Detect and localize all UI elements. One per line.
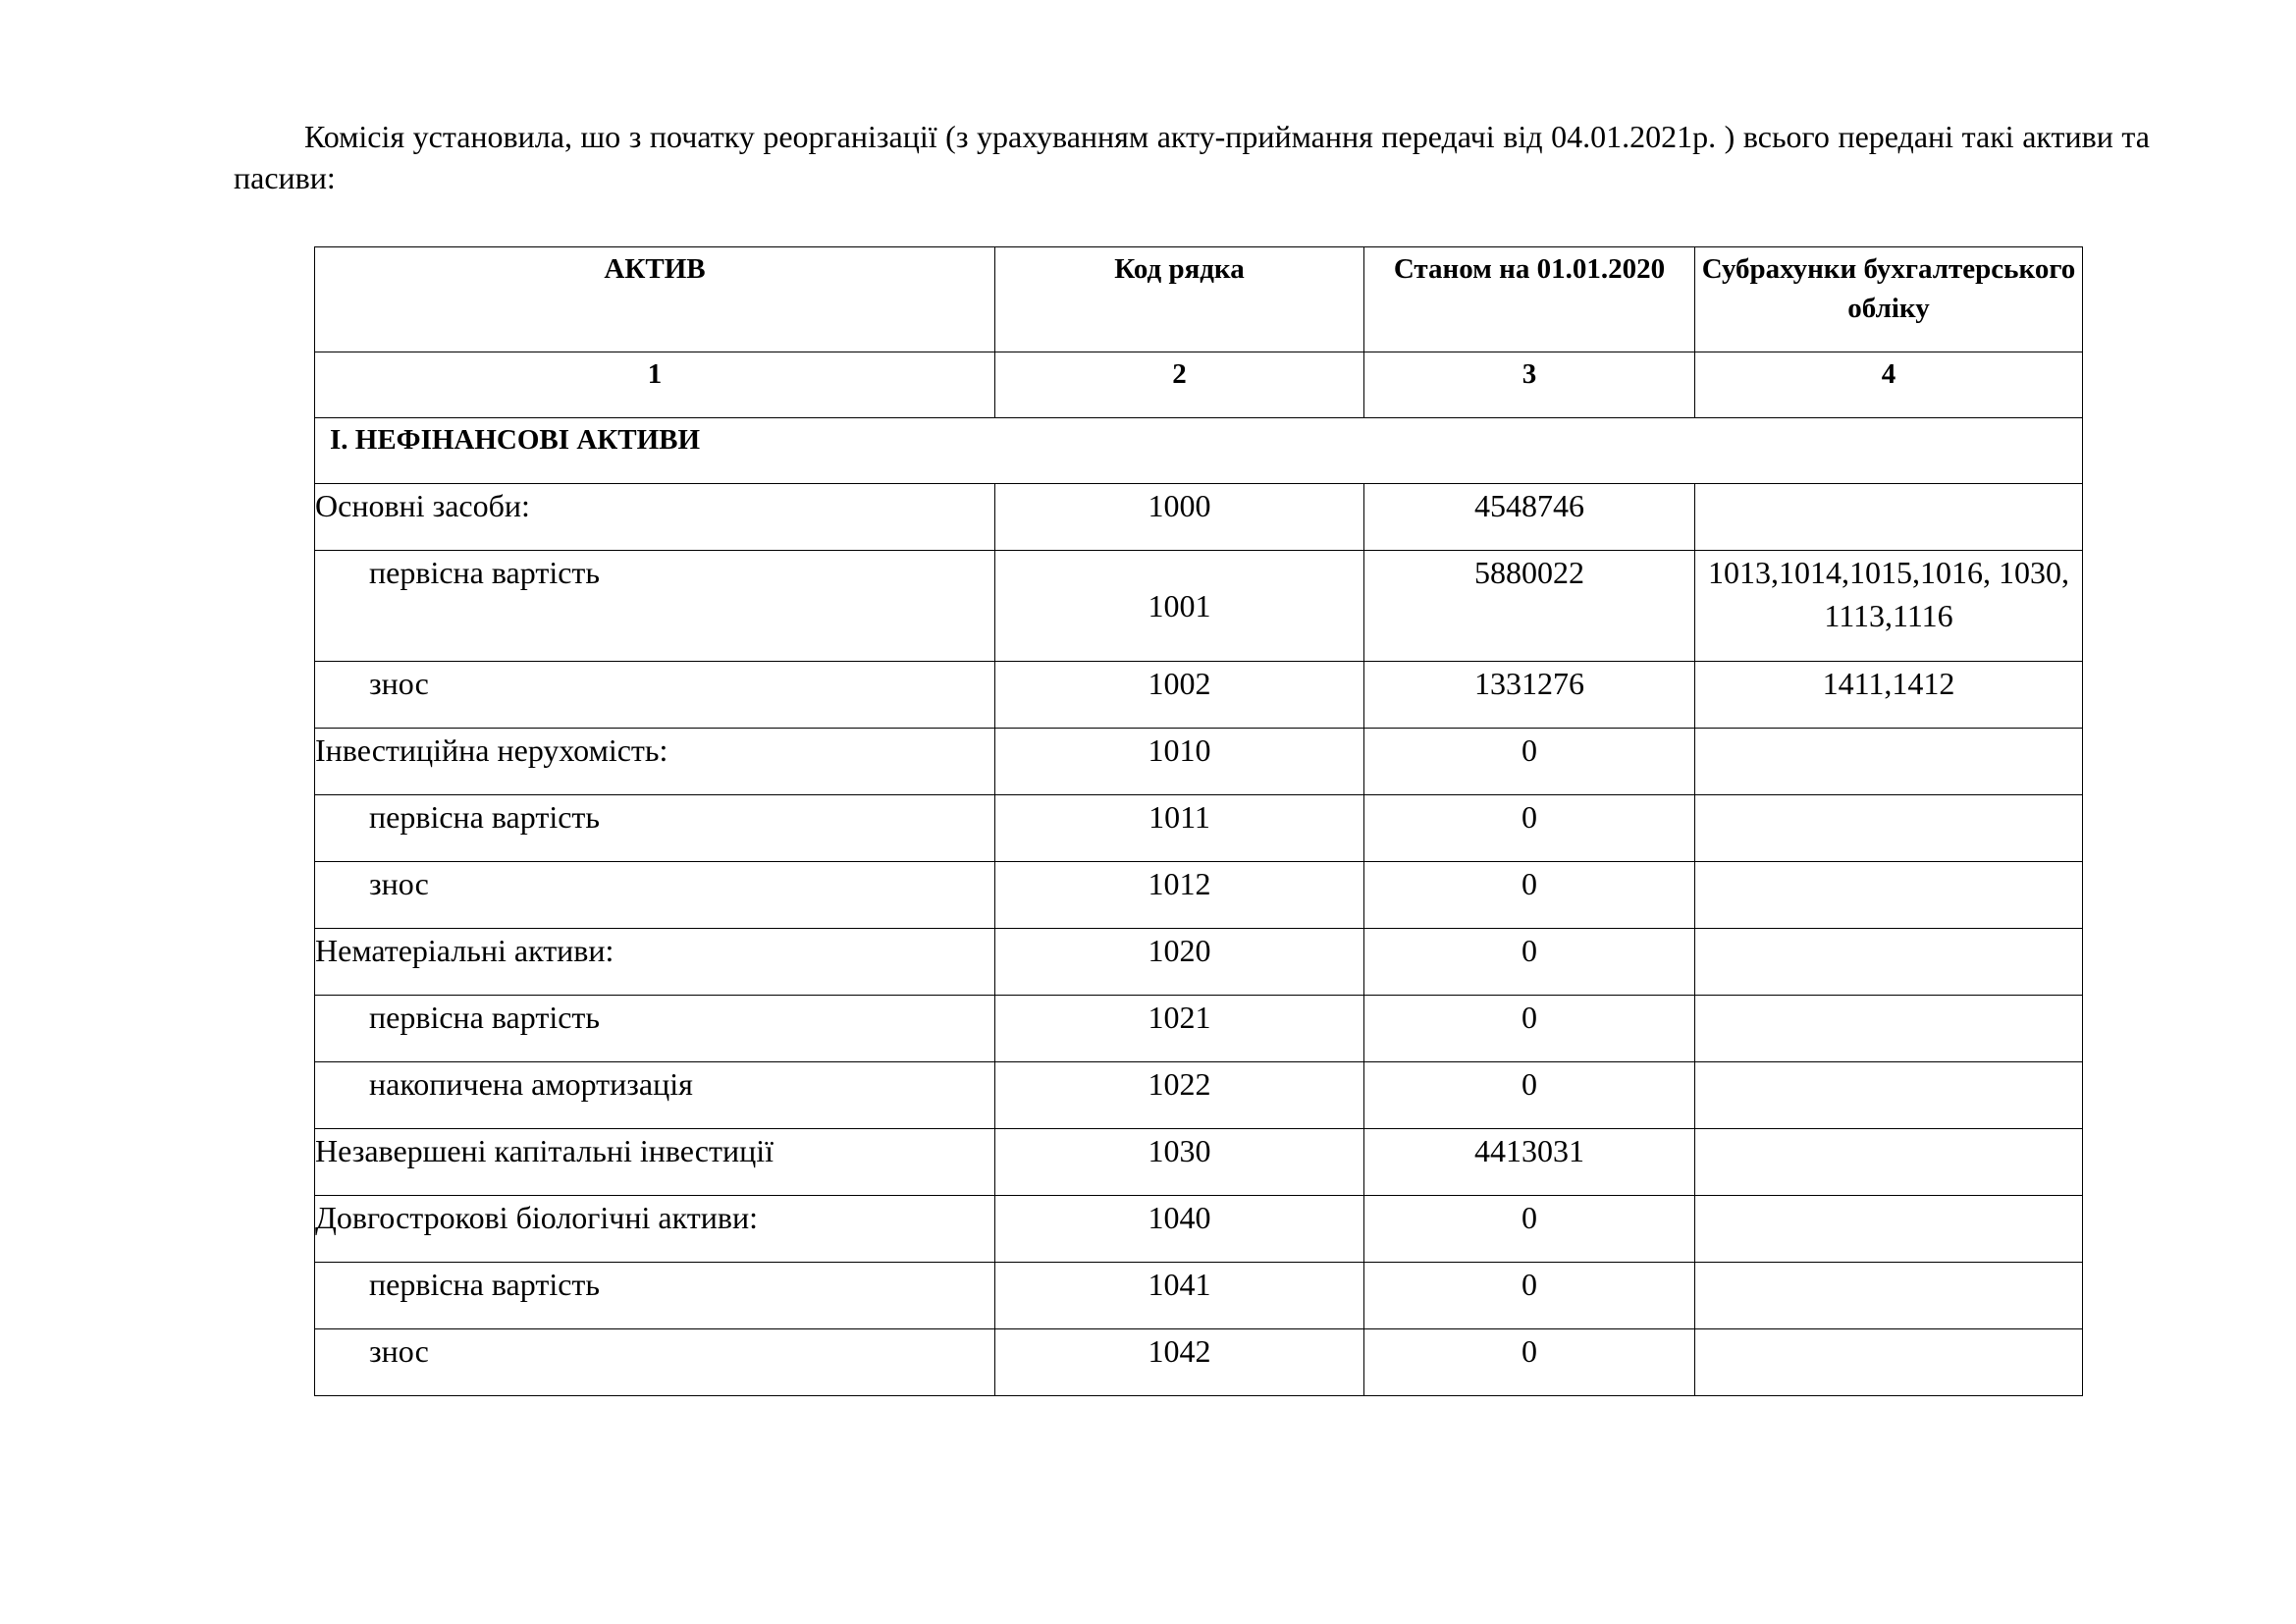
row-subaccounts [1695, 1329, 2083, 1396]
row-value: 4413031 [1364, 1129, 1695, 1196]
row-code: 1010 [995, 729, 1364, 795]
assets-table [314, 246, 2083, 1396]
row-label: Нематеріальні активи: [315, 929, 995, 996]
table-row [315, 551, 2083, 662]
row-label: Незавершені капітальні інвестиції [315, 1129, 995, 1196]
table-row [315, 1062, 2083, 1129]
row-subaccounts [1695, 1062, 2083, 1129]
row-subaccounts [1695, 1263, 2083, 1329]
table-row [315, 1196, 2083, 1263]
row-subaccounts: 1013,1014,1015,1016, 1030, 1113,1116 [1695, 551, 2083, 662]
row-value: 0 [1364, 929, 1695, 996]
row-subaccounts [1695, 484, 2083, 551]
row-label: накопичена амортизація [315, 1062, 995, 1129]
section-row [315, 418, 2083, 484]
row-value: 0 [1364, 996, 1695, 1062]
row-label: Довгострокові біологічні активи: [315, 1196, 995, 1263]
table-row [315, 862, 2083, 929]
header-row-code: Код рядка [995, 247, 1364, 352]
table-row [315, 729, 2083, 795]
row-code: 1022 [995, 1062, 1364, 1129]
row-subaccounts [1695, 1129, 2083, 1196]
header-subaccounts: Субрахунки бухгалтерського обліку [1695, 247, 2083, 352]
row-value: 0 [1364, 795, 1695, 862]
row-subaccounts [1695, 929, 2083, 996]
row-code: 1042 [995, 1329, 1364, 1396]
row-code: 1001 [995, 551, 1364, 662]
row-value: 0 [1364, 1196, 1695, 1263]
table-header-row [315, 247, 2083, 352]
row-value: 1331276 [1364, 662, 1695, 729]
section-title: I. НЕФІНАНСОВІ АКТИВИ [315, 418, 2083, 484]
row-label: Основні засоби: [315, 484, 995, 551]
column-number: 4 [1695, 352, 2083, 418]
row-code: 1020 [995, 929, 1364, 996]
table-row [315, 795, 2083, 862]
intro-paragraph: Комісія установила, шо з початку реорганізації (з урахуванням акту-приймання передачі від 04.01.2021р. ) всього передані такі активи та пасиви: [234, 119, 2150, 195]
row-label: знос [315, 662, 995, 729]
row-label: первісна вартість [315, 551, 995, 662]
table-row [315, 662, 2083, 729]
row-code: 1012 [995, 862, 1364, 929]
row-value: 0 [1364, 1062, 1695, 1129]
row-value: 0 [1364, 729, 1695, 795]
row-code: 1040 [995, 1196, 1364, 1263]
row-code: 1002 [995, 662, 1364, 729]
row-code: 1030 [995, 1129, 1364, 1196]
header-asset: АКТИВ [315, 247, 995, 352]
row-subaccounts: 1411,1412 [1695, 662, 2083, 729]
row-value: 0 [1364, 1263, 1695, 1329]
row-label: Інвестиційна нерухомість: [315, 729, 995, 795]
row-code: 1021 [995, 996, 1364, 1062]
row-code: 1000 [995, 484, 1364, 551]
column-number-row [315, 352, 2083, 418]
row-code: 1041 [995, 1263, 1364, 1329]
row-value: 0 [1364, 1329, 1695, 1396]
row-label: первісна вартість [315, 1263, 995, 1329]
row-subaccounts [1695, 996, 2083, 1062]
table-row [315, 929, 2083, 996]
column-number: 3 [1364, 352, 1695, 418]
row-subaccounts [1695, 1196, 2083, 1263]
row-code: 1011 [995, 795, 1364, 862]
row-value: 4548746 [1364, 484, 1695, 551]
table-row [315, 1263, 2083, 1329]
table-row [315, 1329, 2083, 1396]
row-label: первісна вартість [315, 795, 995, 862]
row-subaccounts [1695, 795, 2083, 862]
row-label: знос [315, 862, 995, 929]
row-subaccounts [1695, 729, 2083, 795]
row-value: 5880022 [1364, 551, 1695, 662]
table-row [315, 996, 2083, 1062]
row-value: 0 [1364, 862, 1695, 929]
column-number: 1 [315, 352, 995, 418]
table-row [315, 1129, 2083, 1196]
header-balance-date: Станом на 01.01.2020 [1364, 247, 1695, 352]
column-number: 2 [995, 352, 1364, 418]
row-label: знос [315, 1329, 995, 1396]
row-label: первісна вартість [315, 996, 995, 1062]
table-row [315, 484, 2083, 551]
row-subaccounts [1695, 862, 2083, 929]
